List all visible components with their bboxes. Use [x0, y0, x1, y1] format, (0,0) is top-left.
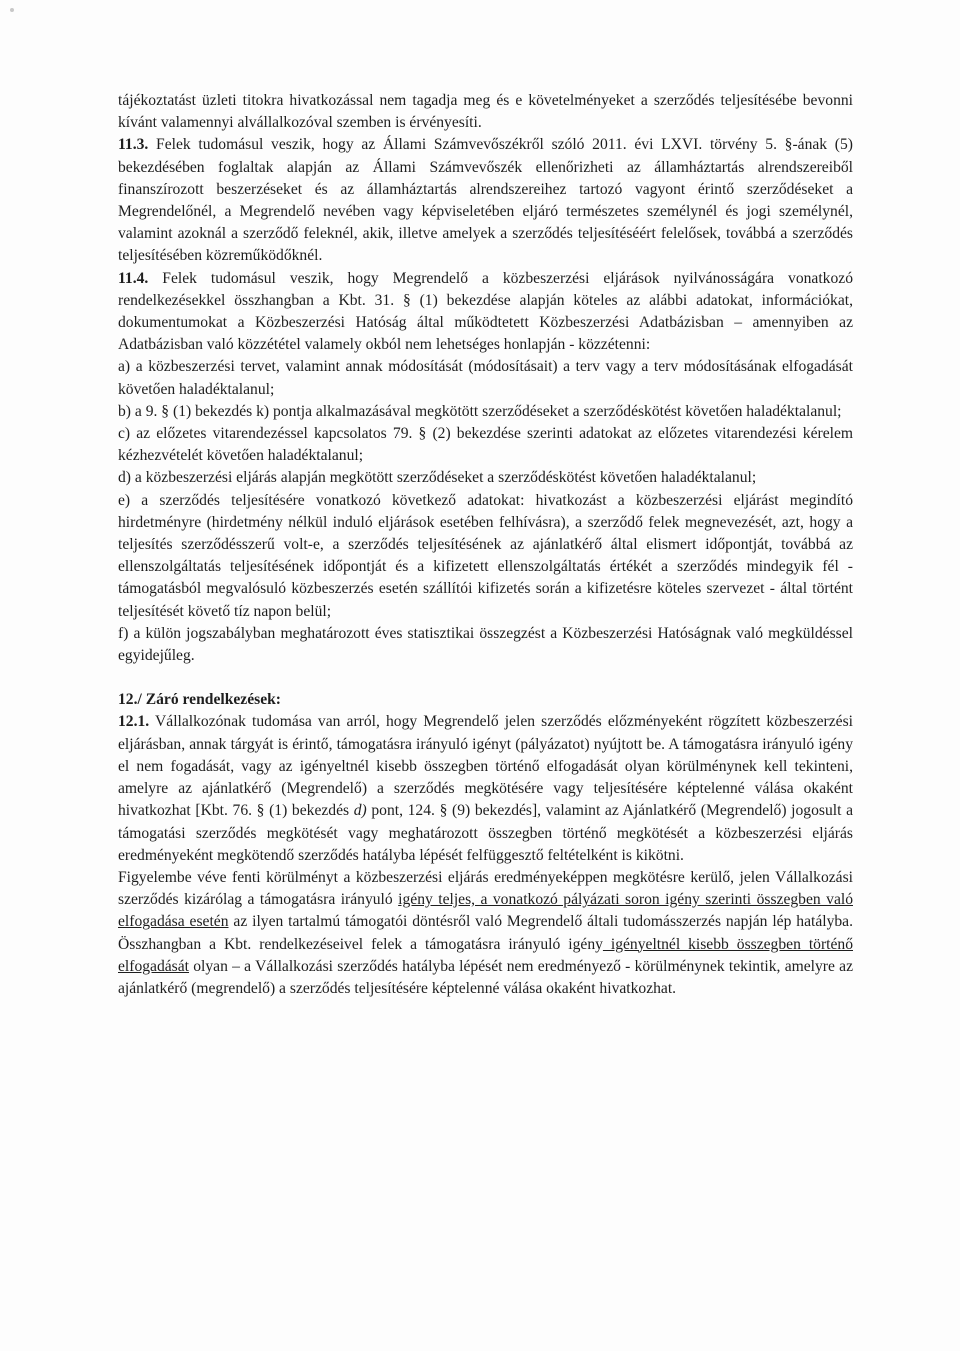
list-item-c: c) az előzetes vitarendezéssel kapcsolatos 79. § (2) bekezdése szerinti adatokat az előzetes vitarendezési kérelem kézhezvételét követően haladéktalanul; [118, 425, 853, 465]
section-number: 12.1. [118, 713, 150, 731]
section-12-1 [118, 711, 853, 866]
document-body [118, 90, 853, 1000]
closing-text: olyan – a Vállalkozási szerződés hatályba lépését nem eredményező - körülménynek tekintik, amelyre az ajánlatkérő (megrendelő) a szerződés teljesítésére képtelenné válása okaként hivatkozhat. [118, 957, 853, 997]
underlined-text: igény teljes, a vonatkozó pályázati soron igény szerinti összegben való elfogadása esetén [118, 891, 853, 931]
italic-reference: d) [353, 802, 367, 820]
scan-speck [10, 8, 14, 12]
section-11-4 [118, 268, 853, 357]
list-item-f: f) a külön jogszabályban meghatározott éves statisztikai összegzést a Közbeszerzési Hatóságnak való megküldéssel egyidejűleg. [118, 624, 853, 665]
list-item-d: d) a közbeszerzési eljárás alapján megkötött szerződéseket a szerződéskötést követően haladéktalanul; [118, 469, 757, 487]
section-text-continued: pont, 124. § (9) bekezdés], valamint az Ajánlatkérő (Megrendelő) jogosult a támogatási szerződés megkötését vagy meghatározott összegben történő megkötését a közbeszerzési eljárás eredményeként megkötendő szerződés hatályba lépését felfüggesztő feltételként is kikötni. [118, 802, 853, 864]
closing-paragraph [118, 867, 853, 1000]
section-12-heading: 12./ Záró rendelkezések: [118, 691, 281, 709]
underlined-text: igényeltnél kisebb összegben történő elfogadását [118, 935, 853, 975]
section-number: 11.3. [118, 136, 149, 154]
closing-text: az ilyen tartalmú támogatói döntésről való Megrendelő általi tudomásszerzés napján lép hatályba. Összhangban a Kbt. rendelkezéseivel felek a támogatásra irányuló igény [118, 913, 853, 953]
list-item-b: b) a 9. § (1) bekezdés k) pontja alkalmazásával megkötött szerződéseket a szerződéskötést követően haladéktalanul; [118, 402, 842, 420]
section-text: Vállalkozónak tudomása van arról, hogy Megrendelő jelen szerződés előzményeként rögzített közbeszerzési eljárásban, annak tárgyát is érintő, támogatásra irányuló igényt (pályázatot) nyújtott be. A támogatásra irányuló igény el nem fogadását, vagy az igényeltnél kisebb összegben történő elfogadását olyan körülménynek kell tekinteni, amelyre az ajánlatkérő (Megrendelő) a szerződés megkötésére vagy teljesítésére képtelenné válása okaként hivatkozhat [Kbt. 76. § (1) bekezdés [118, 713, 853, 820]
section-11-3 [118, 134, 853, 267]
list-item-e: e) a szerződés teljesítésére vonatkozó következő adatokat: hivatkozást a közbeszerzési eljárást megindító hirdetményre (hirdetmény nélkül induló eljárások esetében felhívásra), a szerződő felek megnevezését, azt, hogy a teljesítés szerződésszerű volt-e, a szerződés teljesítésének az ajánlatkérő által elismert időpontját, továbbá az ellenszolgáltatás teljesítésének időpontját és a kifizetett ellenszolgáltatás értékét a szerződés mindegyik fél - támogatásból megvalósuló közbeszerzés esetén szállítói kifizetés során a kifizetésre köteles szervezet - által történt teljesítését követő tíz napon belül; [118, 491, 853, 620]
section-text: Felek tudomásul veszik, hogy Megrendelő a közbeszerzési eljárások nyilvánosságára vonatkozó rendelkezésekkel összhangban a Kbt. 31. § (1) bekezdése alapján köteles az alábbi adatokat, információkat, dokumentumokat a Közbeszerzési Hatóság által működtetett Közbeszerzési Adatbázisban – amennyiben az Adatbázisban való közzététel valamely okból nem lehetséges honlapján - közzétenni: [118, 269, 853, 354]
list-item-a: a) a közbeszerzési tervet, valamint annak módosítását (módosításait) a terv vagy a terv módosításának elfogadását követően haladéktalanul; [118, 358, 853, 398]
closing-text: Figyelembe véve fenti körülményt a közbeszerzési eljárás eredményeképpen megkötésre kerülő, jelen Vállalkozási szerződés kizárólag a támogatásra irányuló [118, 868, 853, 909]
section-number: 11.4. [118, 269, 149, 287]
section-text: Felek tudomásul veszik, hogy az Állami Számvevőszékről szóló 2011. évi LXVI. törvény 5. §-ának (5) bekezdésében foglaltak alapján az Állami Számvevőszék ellenőrizheti az államháztartás alrendszereiből finanszírozott beszerzéseket és az államháztartás alrendszereihez tartozó vagyont érintő szerződéseket a Megrendelőnél, a Megrendelő nevében vagy képviseletében eljáró természetes személynél és jogi személynél, valamint azoknál a szerződő feleknél, akik, illetve amelyek a szerződés teljesítéséért felelősek, továbbá a szerződés teljesítésében közreműködőknél. [118, 136, 853, 265]
intro-paragraph: tájékoztatást üzleti titokra hivatkozással nem tagadja meg és e követelményeket a szerződés teljesítésébe bevonni kívánt valamennyi alvállalkozóval szemben is érvényesíti. [118, 92, 853, 132]
